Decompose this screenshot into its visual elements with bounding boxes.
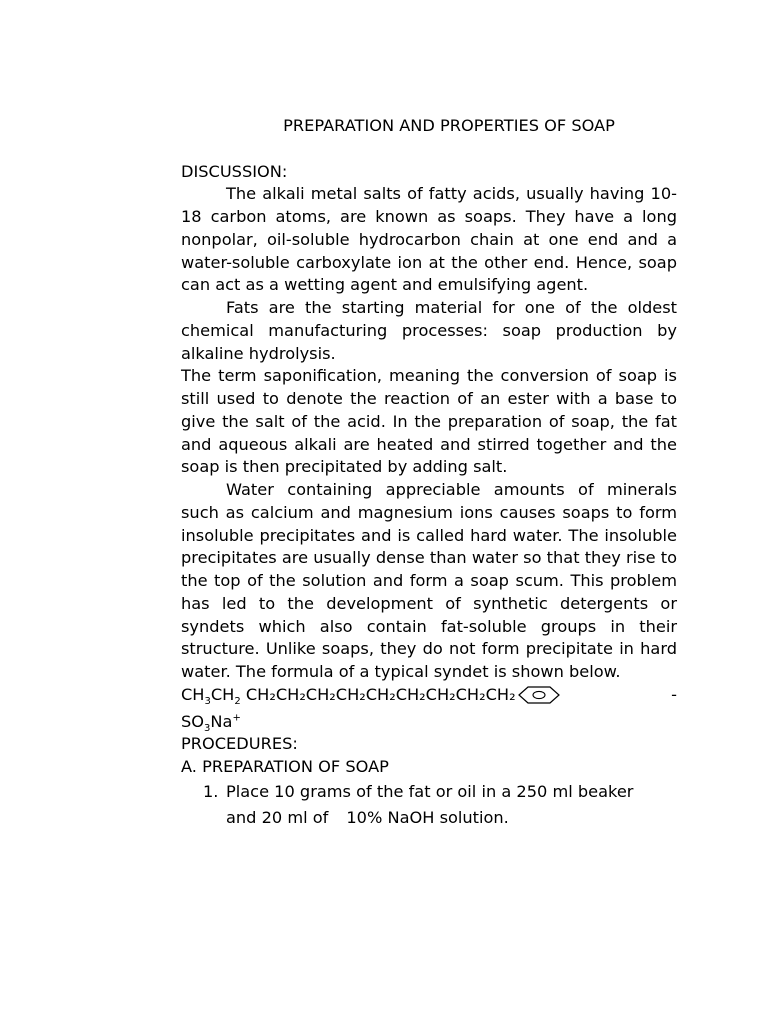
syndet-formula-chain: $CH_3CH_2$ CH₂CH₂CH₂CH₂CH₂CH₂CH₂CH₂CH₂ <box>181 684 561 711</box>
syndet-formula-dash: - <box>671 684 677 704</box>
syndet-formula-line-2: $SO_3Na^+$ <box>181 711 241 734</box>
procedure-steps-list <box>181 779 677 831</box>
discussion-paragraph-4: Water containing appreciable amounts of minerals such as calcium and magnesium ions causes soaps to form insoluble precipitates and is called hard water. The insoluble precipitates are usually dense than water so that they rise to the top of the solution and form a soap scum. This problem has led to the development of synthetic detergents or syndets which also contain fat-soluble groups in their structure. Unlike soaps, they do not form precipitate in hard water. The formula of a typical syndet is shown below. <box>181 480 677 681</box>
step-number: 1. <box>203 781 219 801</box>
document-title: PREPARATION AND PROPERTIES OF SOAP <box>283 116 615 135</box>
discussion-heading: DISCUSSION: <box>181 161 288 181</box>
discussion-paragraph-2: Fats are the starting material for one of the oldest chemical manufacturing processes: soap production by alkaline hydrolysis. <box>181 298 677 363</box>
procedures-heading: PROCEDURES: <box>181 734 298 754</box>
document-page <box>181 115 677 831</box>
discussion-paragraph-3: The term saponification, meaning the conversion of soap is still used to denote the reaction of an ester with a base to give the salt of the acid. In the preparation of soap, the fat and aqueous alkali are heated and stirred together and the soap is then precipitated by adding salt. <box>181 366 677 477</box>
benzene-ring-icon <box>517 686 561 711</box>
section-a-heading: A. PREPARATION OF SOAP <box>181 757 389 776</box>
discussion-paragraph-1: The alkali metal salts of fatty acids, usually having 10-18 carbon atoms, are known as soaps. They have a long nonpolar, oil-soluble hydrocarbon chain at one end and a water-soluble carboxylate ion at the other end. Hence, soap can act as a wetting agent and emulsifying agent. <box>181 184 677 295</box>
procedure-step <box>181 779 677 831</box>
step-text-line-2a: and 20 ml of <box>226 807 329 827</box>
step-text-line-1: Place 10 grams of the fat or oil in a 250 ml beaker <box>226 781 634 801</box>
syndet-formula-line-1 <box>181 684 677 711</box>
step-text-line-2b: 10% NaOH solution. <box>346 807 509 827</box>
